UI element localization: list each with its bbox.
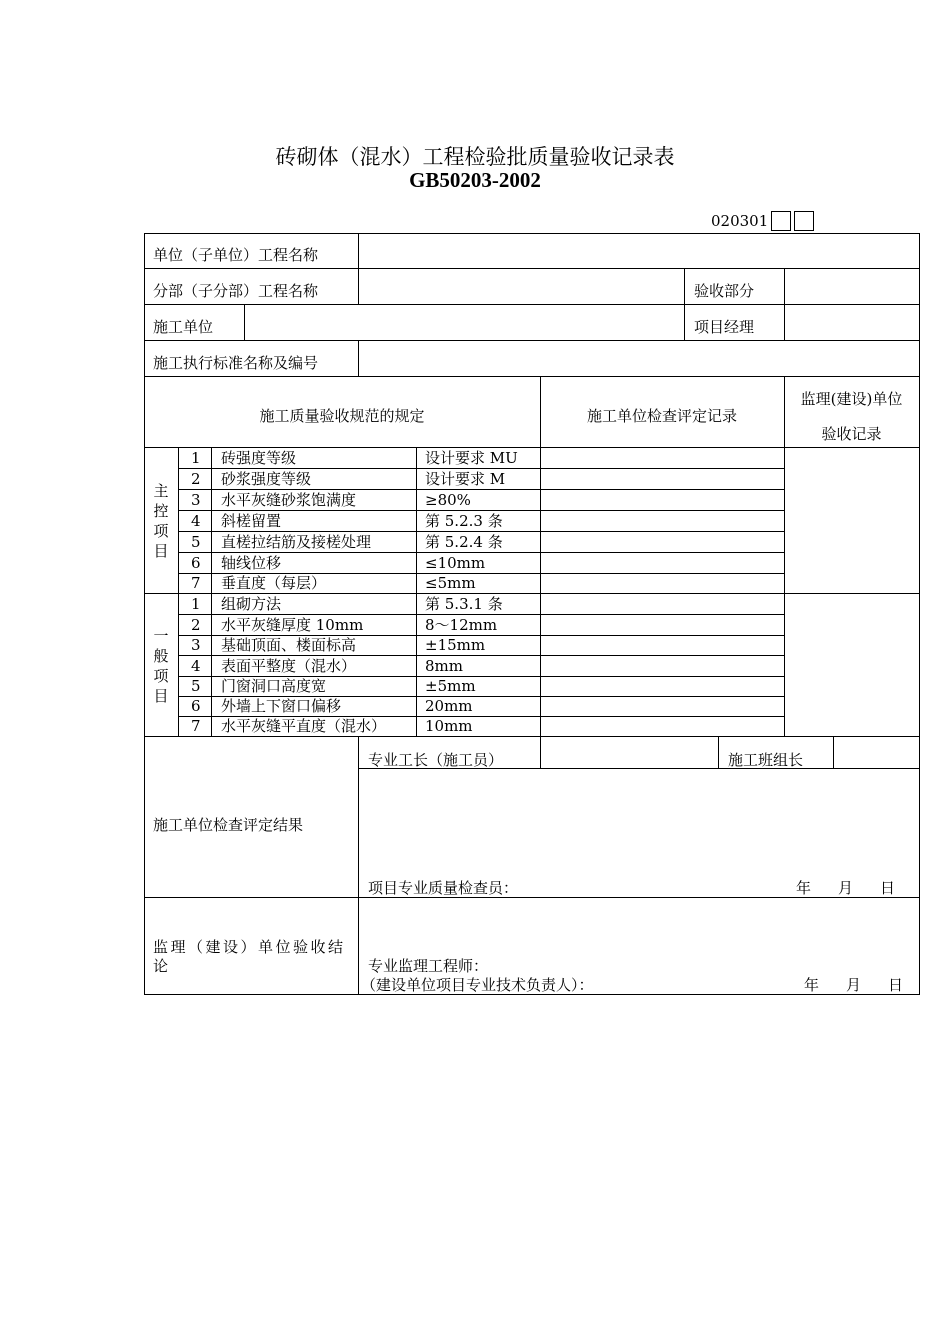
check-record-cell[interactable]: [541, 490, 784, 509]
check-record-column-header: 施工单位检查评定记录: [586, 407, 737, 425]
row-number: 2: [191, 470, 201, 488]
row-item: 水平灰缝厚度 10mm: [221, 616, 364, 634]
row-number: 4: [191, 657, 201, 675]
project-manager-label: 项目经理: [694, 318, 755, 336]
row-item: 砂浆强度等级: [221, 470, 312, 488]
row-number: 7: [191, 574, 201, 592]
result-month: 月: [838, 879, 854, 897]
row-requirement: 第 5.2.3 条: [425, 512, 503, 530]
row-requirement: ≤5mm: [425, 574, 476, 592]
row-number: 1: [191, 449, 201, 467]
row-item: 水平灰缝砂浆饱满度: [221, 491, 357, 509]
conclusion-day: 日: [888, 976, 904, 994]
conclusion-year: 年: [804, 976, 820, 994]
row-number: 2: [191, 616, 201, 634]
form-code-text: 020301: [711, 212, 769, 230]
row-item: 组砌方法: [221, 595, 282, 613]
conclusion-label-1: 监理（建设）单位验收结: [153, 938, 346, 956]
row-item: 门窗洞口高度宽: [221, 677, 327, 695]
row-number: 3: [191, 636, 201, 654]
row-requirement: 20mm: [425, 697, 473, 715]
form-title: 砖砌体（混水）工程检验批质量验收记录表: [275, 145, 675, 169]
check-record-cell[interactable]: [541, 553, 784, 572]
supervision-column-header-2: 验收记录: [821, 425, 882, 443]
row-item: 轴线位移: [221, 554, 282, 572]
row-item: 斜槎留置: [221, 512, 282, 530]
check-record-cell[interactable]: [541, 573, 784, 592]
row-number: 7: [191, 717, 201, 735]
row-item: 水平灰缝平直度（混水）: [221, 717, 387, 735]
row-requirement: 8mm: [425, 657, 463, 675]
team-leader-label: 施工班组长: [728, 751, 804, 769]
check-record-cell[interactable]: [541, 635, 784, 654]
conclusion-month: 月: [846, 976, 862, 994]
check-record-cell[interactable]: [541, 615, 784, 634]
spec-column-header: 施工质量验收规范的规定: [259, 407, 425, 425]
unit-project-label: 单位（子单位）工程名称: [153, 246, 319, 264]
row-requirement: ±5mm: [425, 677, 476, 695]
check-record-cell[interactable]: [541, 676, 784, 695]
row-requirement: 设计要求 M: [425, 470, 506, 488]
result-year: 年: [796, 879, 812, 897]
check-record-cell[interactable]: [541, 696, 784, 715]
row-number: 5: [191, 533, 201, 551]
standard-name-label: 施工执行标准名称及编号: [153, 354, 319, 372]
row-requirement: 第 5.2.4 条: [425, 533, 503, 551]
inspector-label: 项目专业质量检查员：: [368, 879, 519, 897]
main-items-label: 主 控 项 目: [153, 482, 169, 560]
check-record-cell[interactable]: [541, 532, 784, 551]
row-requirement: ±15mm: [425, 636, 486, 654]
row-requirement: 第 5.3.1 条: [425, 595, 503, 613]
row-number: 6: [191, 554, 201, 572]
result-day: 日: [880, 879, 896, 897]
row-number: 5: [191, 677, 201, 695]
form-code: [711, 211, 814, 231]
row-item: 直槎拉结筋及接槎处理: [221, 533, 372, 551]
check-record-cell[interactable]: [541, 594, 784, 613]
row-item: 砖强度等级: [221, 449, 297, 467]
engineer-label: 专业监理工程师：: [368, 957, 489, 975]
supervision-column-header-1: 监理(建设)单位: [800, 390, 903, 408]
check-record-cell[interactable]: [541, 656, 784, 675]
row-number: 6: [191, 697, 201, 715]
code-box-2[interactable]: [794, 211, 814, 231]
row-requirement: ≥80%: [425, 491, 471, 509]
row-item: 垂直度（每层）: [221, 574, 327, 592]
row-item: 表面平整度（混水）: [221, 657, 357, 675]
code-box-1[interactable]: [771, 211, 791, 231]
foreman-label: 专业工长（施工员）: [368, 751, 504, 769]
row-item: 外墙上下窗口偏移: [221, 697, 342, 715]
owner-label: （建设单位项目专业技术负责人）：: [361, 976, 594, 994]
row-requirement: 设计要求 MU: [425, 449, 518, 467]
conclusion-label-2: 论: [153, 957, 169, 975]
row-requirement: 10mm: [425, 717, 473, 735]
check-record-cell[interactable]: [541, 511, 784, 530]
row-number: 1: [191, 595, 201, 613]
row-requirement: ≤10mm: [425, 554, 486, 572]
check-record-cell[interactable]: [541, 469, 784, 488]
row-number: 4: [191, 512, 201, 530]
check-record-cell[interactable]: [541, 448, 784, 467]
row-item: 基础顶面、楼面标高: [221, 636, 357, 654]
sub-project-label: 分部（子分部）工程名称: [153, 282, 319, 300]
acceptance-part-label: 验收部分: [694, 282, 755, 300]
check-record-cell[interactable]: [541, 716, 784, 735]
row-number: 3: [191, 491, 201, 509]
row-requirement: 8～12mm: [425, 616, 498, 634]
standard-code: GB50203-2002: [409, 168, 541, 192]
result-label: 施工单位检查评定结果: [153, 816, 304, 834]
construction-unit-label: 施工单位: [153, 318, 214, 336]
general-items-label: 一 般 项 目: [153, 627, 169, 705]
